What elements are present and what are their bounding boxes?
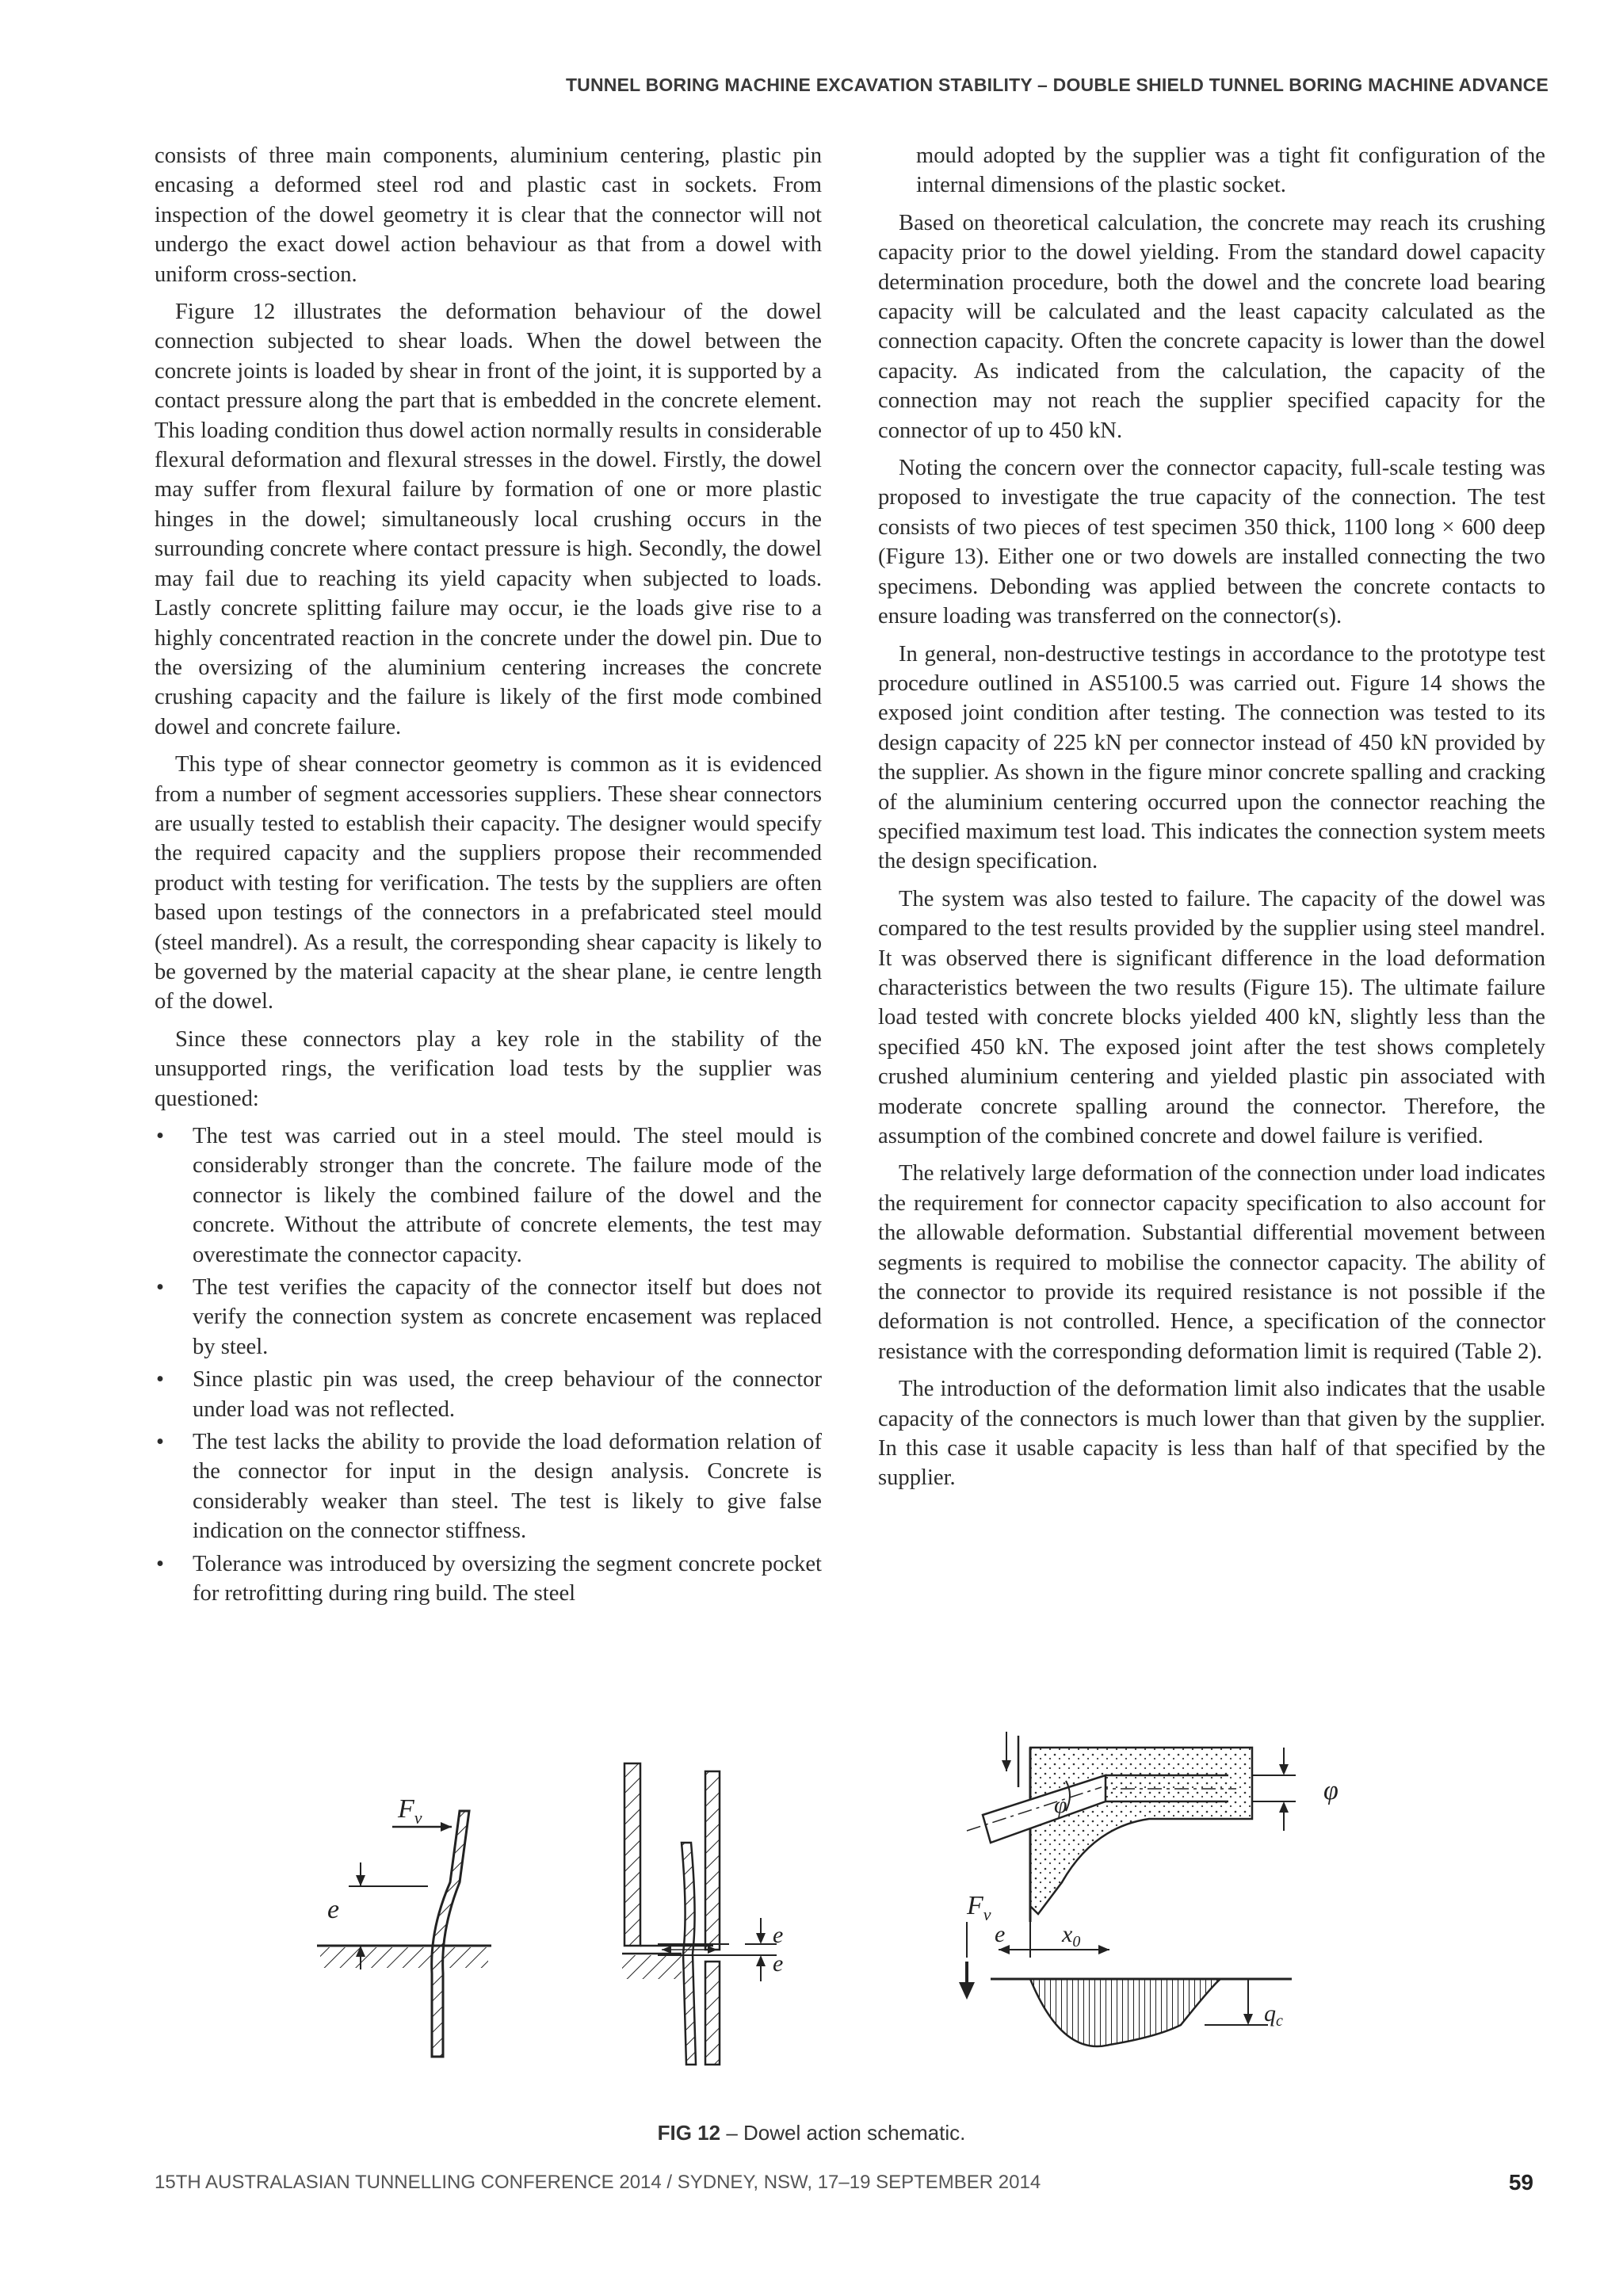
- eccentricity-lower-label: e: [773, 1950, 784, 1977]
- list-item-text: Since plastic pin was used, the creep behaviour of the connector under load was not reflected.: [193, 1367, 822, 1422]
- page-number: 59: [1508, 2170, 1533, 2195]
- force-label: F: [967, 1891, 983, 1920]
- list-item-text: The test was carried out in a steel mould. The steel mould is considerably stronger than the concrete. The failure mode of the connector is likely the combined failure of the dowel and the concrete. Without the attribute of concrete elements, the test may overestimate the connector capacity.: [193, 1124, 822, 1267]
- eccentricity-label: e: [327, 1895, 340, 1924]
- diameter-label: φ: [1323, 1776, 1338, 1805]
- figure-label: FIG 12: [657, 2121, 721, 2145]
- paragraph: The system was also tested to failure. The capacity of the dowel was compared to the test results provided by the supplier using steel mandrel. It was observed there is significant difference in the load deformation characteristics between the two results (Figure 15). The ultimate failure load tested with concrete blocks yielded 400 kN, slightly less than the specified 450 kN. The exposed joint after the test shows completely crushed aluminium centering and yielded plastic pin associated with moderate concrete spalling around the connector. Therefore, the assumption of the combined concrete and dowel failure is verified.: [878, 886, 1545, 1148]
- dowel-action-figure: [301, 1724, 1553, 2116]
- contact-pressure-label: q: [1264, 2000, 1276, 2027]
- running-header: TUNNEL BORING MACHINE EXCAVATION STABILITY – DOUBLE SHIELD TUNNEL BORING MACHINE ADVANCE: [565, 74, 1549, 95]
- svg-text:x0: [1061, 1921, 1080, 1950]
- force-subscript: v: [983, 1904, 991, 1924]
- paragraph: The relatively large deformation of the connection under load indicates the requirement for connector capacity specification to also account for the allowable deformation. Substantial differential movement between segments is required to mobilise the connector capacity. The ability of the connector to provide its required resistance is not possible if the deformation is not controlled. Hence, a specification of the connector resistance with the corresponding deformation limit is required (Table 2).: [878, 1161, 1545, 1364]
- paragraph: The introduction of the deformation limit also indicates that the usable capacity of the connectors is much lower than that given by the supplier. In this case it usable capacity is less than half of that specified by the supplier.: [878, 1377, 1545, 1491]
- paragraph: Based on theoretical calculation, the concrete may reach its crushing capacity prior to the dowel yielding. From the standard dowel capacity determination procedure, both the dowel and the concrete load bearing capacity will be calculated and the least capacity calculated as the connection capacity. Often the concrete capacity is lower than the dowel capacity. As indicated from the calculation, the capacity of the connection may not reach the supplier specified capacity for the connector of up to 450 kN.: [878, 210, 1545, 443]
- dowel-action-schematic: [301, 1724, 1553, 2116]
- bullet-icon: •: [156, 1551, 165, 1576]
- list-item: [155, 1273, 822, 1362]
- eccentricity-label: e: [995, 1921, 1006, 1947]
- diagram-shear-joint: [622, 1763, 783, 2065]
- force-subscript: v: [414, 1808, 422, 1828]
- svg-text:Fv: [397, 1794, 422, 1828]
- bullet-icon: •: [156, 1367, 165, 1392]
- contact-pressure-subscript: c: [1276, 2012, 1283, 2030]
- paragraph: This type of shear connector geometry is common as it is evidenced from a number of segment accessories suppliers. These shear connectors are usually tested to establish their capacity. The designer would specify the required capacity and the suppliers propose their recommended product with testing for verification. The tests by the suppliers are often based upon testings of the connectors in a prefabricated steel mould (steel mandrel). As a result, the corresponding shear capacity is likely to be governed by the material capacity at the shear plane, ie centre length of the dowel.: [155, 752, 822, 1014]
- conference-info: 15TH AUSTRALASIAN TUNNELLING CONFERENCE 2014 / SYDNEY, NSW, 17–19 SEPTEMBER 2014: [155, 2172, 1041, 2193]
- bullet-icon: •: [156, 1275, 165, 1301]
- x0-label: x: [1062, 1921, 1073, 1947]
- paragraph: Noting the concern over the connector capacity, full-scale testing was proposed to investigate the true capacity of the connection. The test consists of two pieces of test specimen 350 thick, 1100 long × 600 deep (Figure 13). Either one or two dowels are installed connecting the two specimens. Debonding was applied between the concrete contacts to ensure loading was transferred on the connector(s).: [878, 456, 1545, 629]
- paragraph: Figure 12 illustrates the deformation behaviour of the dowel connection subjected to shear loads. When the dowel between the concrete joints is loaded by shear in front of the joint, it is supported by a contact pressure along the part that is embedded in the concrete element. This loading condition thus dowel action normally results in considerable flexural deformation and flexural stresses in the dowel. Firstly, the dowel may suffer from flexural failure by formation of one or more plastic hinges in the dowel; simultaneously local crushing occurs in the surrounding concrete where contact pressure is high. Secondly, the dowel may fail due to reaching its yield capacity when subjected to loads. Lastly concrete splitting failure may occur, ie the loads give rise to a highly concentrated reaction in the concrete under the dowel pin. Due to the oversizing of the aluminium centering increases the concrete crushing capacity and the failure is likely of the first mode combined dowel and concrete failure.: [155, 300, 822, 739]
- list-item: [155, 1549, 822, 1609]
- bullet-icon: •: [156, 1124, 165, 1148]
- list-item: [155, 1427, 822, 1546]
- x0-subscript: 0: [1072, 1933, 1081, 1950]
- figure-caption-text: – Dowel action schematic.: [720, 2121, 966, 2145]
- right-column: [878, 141, 1545, 1501]
- diagram-contact-pressure: [959, 1732, 1338, 2046]
- list-item: [155, 1365, 822, 1424]
- left-column: [155, 141, 822, 1617]
- footer: [155, 2172, 1533, 2194]
- bullet-list: [155, 1121, 822, 1609]
- paragraph: In general, non-destructive testings in accordance to the prototype test procedure outlined in AS5100.5 was carried out. Figure 14 shows the exposed joint condition after testing. The connection was tested to its design capacity of 225 kN per connector instead of 450 kN provided by the supplier. As shown in the figure minor concrete spalling and cracking of the aluminium centering occurred upon the connector reaching the specified maximum test load. This indicates the connection system meets the design specification.: [878, 641, 1545, 874]
- svg-text:Fv: [966, 1891, 991, 1924]
- figure-caption: [0, 2121, 1623, 2145]
- force-label: F: [398, 1794, 414, 1824]
- paragraph: Since these connectors play a key role in the stability of the unsupported rings, the verification load tests by the supplier was questioned:: [155, 1026, 822, 1111]
- bullet-icon: •: [156, 1430, 165, 1455]
- diagram-flexural: [317, 1794, 491, 2057]
- list-item-text: The test verifies the capacity of the connector itself but does not verify the connection system as concrete encasement was replaced by steel.: [193, 1275, 822, 1359]
- eccentricity-upper-label: e: [773, 1922, 784, 1948]
- list-item-text: The test lacks the ability to provide the load deformation relation of the connector for input in the design analysis. Concrete is considerably weaker than steel. The test is likely to give false indication on the connector stiffness.: [193, 1430, 822, 1544]
- paragraph: consists of three main components, aluminium centering, plastic pin encasing a deformed steel rod and plastic cast in sockets. From inspection of the dowel geometry it is clear that the connector will not undergo the exact dowel action behaviour as that from a dowel with uniform cross-section.: [155, 143, 822, 287]
- paragraph-continued: mould adopted by the supplier was a tight fit configuration of the internal dimensions of the plastic socket.: [916, 143, 1545, 198]
- list-item-text: Tolerance was introduced by oversizing the segment concrete pocket for retrofitting during ring build. The steel: [193, 1551, 822, 1606]
- svg-text:qc: [1264, 2000, 1283, 2030]
- list-item: [155, 1121, 822, 1270]
- rotation-angle-label: φ: [1054, 1792, 1067, 1818]
